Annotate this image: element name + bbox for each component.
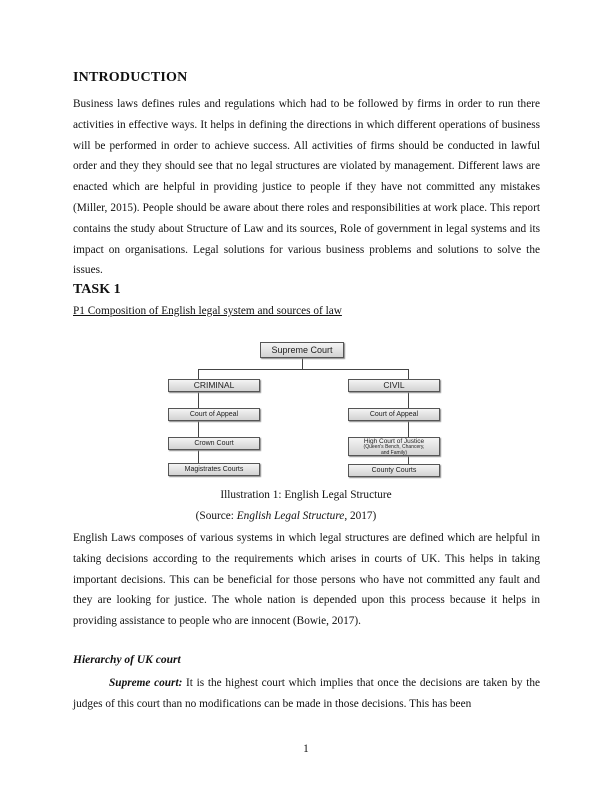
connector-line: [198, 421, 199, 437]
supreme-court-paragraph: [73, 673, 540, 715]
english-laws-paragraph: English Laws composes of various systems in which legal structures are defined which are helpful in taking decisions according to the requirements which arises in courts of UK. This helps in taking important decisions. This can be beneficial for those persons who have not committed any fault and they are looking for justice. The whole nation is depended upon this process because it helps in providing assistance to people who are innocent (Bowie, 2017).: [73, 532, 540, 628]
connector-line: [408, 456, 409, 464]
high-court-note-line2: and Family): [380, 449, 408, 456]
connector-line: [198, 369, 408, 370]
civil-court-of-appeal-label: Court of Appeal: [369, 411, 419, 418]
introduction-heading: INTRODUCTION: [73, 70, 188, 85]
hierarchy-heading: Hierarchy of UK court: [73, 654, 181, 666]
connector-line: [408, 421, 409, 437]
introduction-paragraph: Business laws defines rules and regulations which had to be followed by firms in order to run there activities in effective ways. It helps in defining the directions in which different operations of business will be performed in order to achieve success. All activities of firms should be conducted in lawful order and they they should see that no legal structures are violated by management. Different laws are enacted which are helpful in providing justice to people if they have not committed any mistakes (Miller, 2015). People should be aware about there roles and responsibilities at work place. This report contains the study about Structure of Law and its sources, Role of government in legal systems and its impact on organisations. Legal solutions for various business problems and solutions to solve the issues.: [73, 98, 540, 277]
connector-line: [408, 369, 409, 379]
criminal-label: CRIMINAL: [193, 380, 235, 390]
criminal-court-of-appeal-box: [168, 408, 260, 421]
crown-court-label: Crown Court: [194, 440, 234, 447]
criminal-court-of-appeal-label: Court of Appeal: [189, 411, 239, 418]
connector-line: [198, 392, 199, 408]
source-suffix: , 2017): [344, 510, 377, 522]
county-courts-box: [348, 464, 440, 477]
supreme-court-label: Supreme Court: [271, 345, 333, 355]
county-courts-label: County Courts: [371, 467, 417, 474]
high-court-box: [348, 437, 440, 456]
connector-line: [408, 392, 409, 408]
supreme-court-text: It is the highest court which implies that once the decisions are taken by the judges of this court than no modifications can be made in those decisions. This has been: [73, 677, 540, 710]
supreme-court-lead: Supreme court:: [109, 677, 183, 689]
illustration-source: [0, 510, 592, 522]
civil-label: CIVIL: [383, 380, 405, 390]
task-heading: TASK 1: [73, 282, 121, 297]
connector-line: [302, 358, 303, 369]
high-court-note-line1: (Queen's Bench, Chancery,: [363, 444, 425, 451]
task-subheading: P1 Composition of English legal system and sources of law: [73, 305, 342, 317]
connector-line: [198, 369, 199, 379]
magistrates-courts-box: [168, 463, 260, 476]
illustration-caption: Illustration 1: English Legal Structure: [220, 489, 392, 501]
civil-court-of-appeal-box: [348, 408, 440, 421]
legal-structure-diagram: [168, 338, 428, 483]
source-prefix: (Source:: [195, 510, 237, 522]
supreme-court-box: [260, 342, 344, 358]
magistrates-courts-label: Magistrates Courts: [184, 466, 244, 473]
civil-box: [348, 379, 440, 392]
source-title: English Legal Structure: [236, 510, 345, 522]
connector-line: [198, 450, 199, 463]
criminal-box: [168, 379, 260, 392]
page-number: 1: [303, 743, 309, 755]
crown-court-box: [168, 437, 260, 450]
high-court-label: High Court of Justice: [363, 438, 425, 445]
